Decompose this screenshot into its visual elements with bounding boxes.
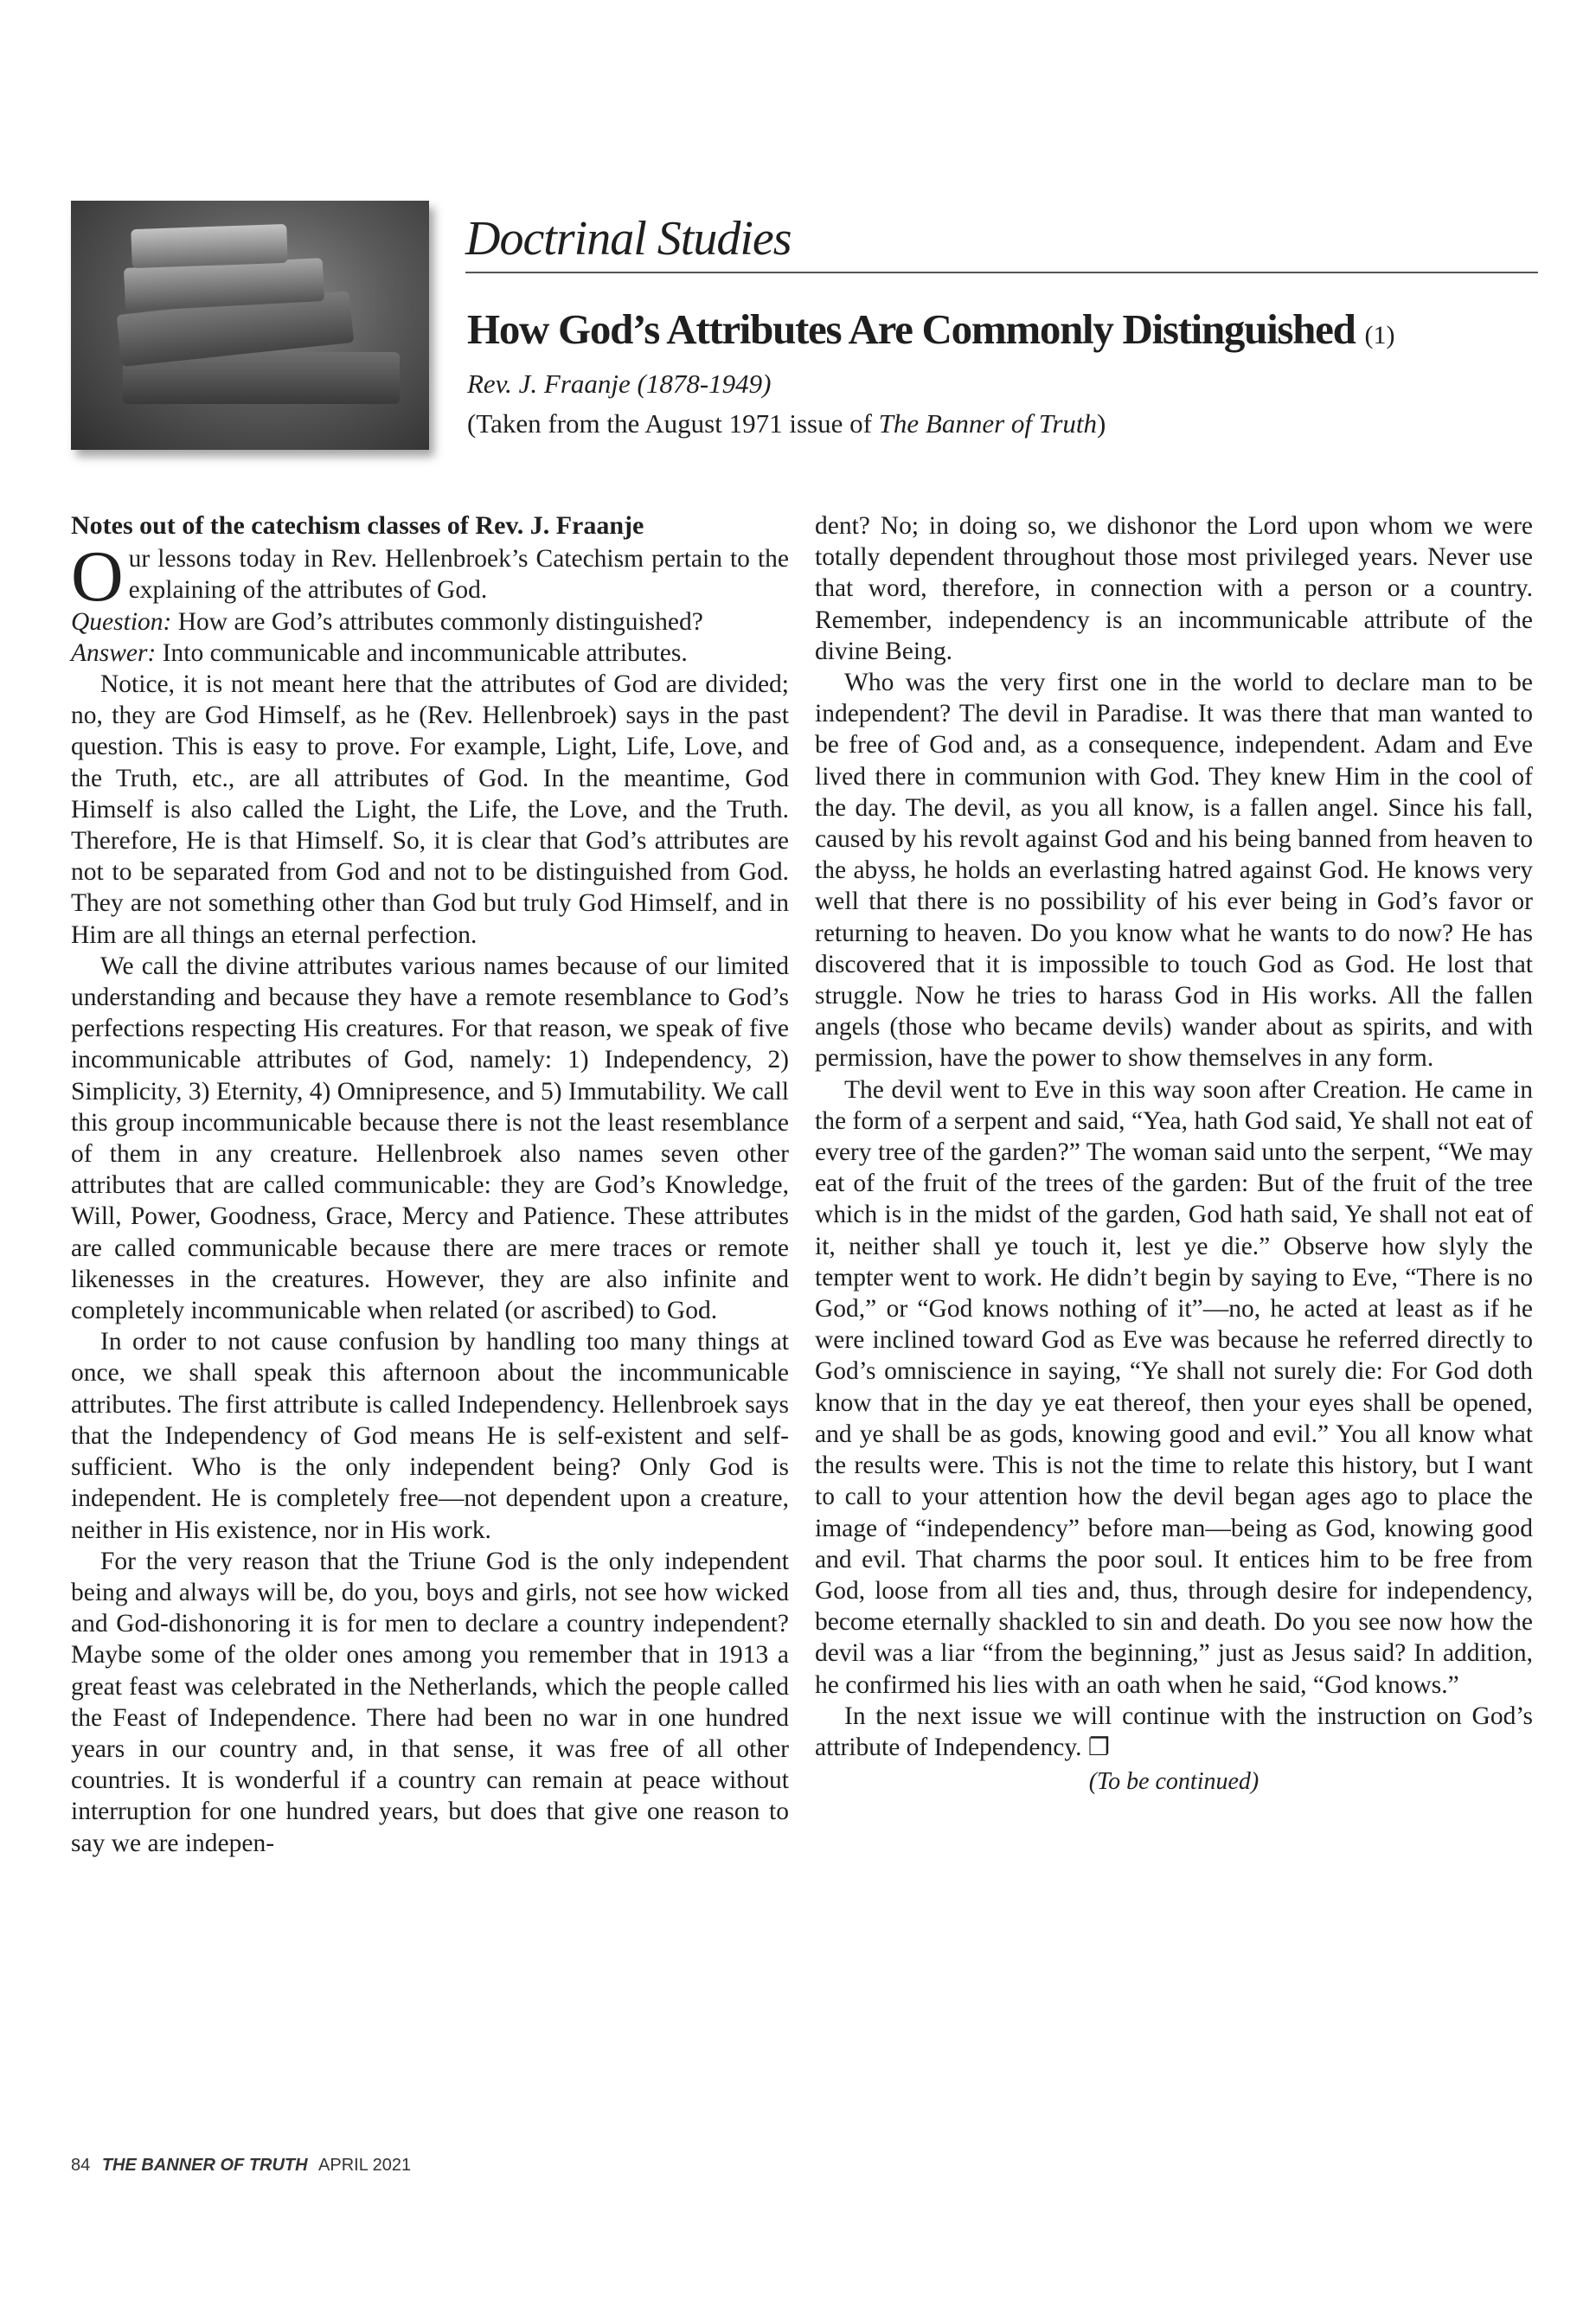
- question-label: Question:: [71, 607, 172, 636]
- answer-label: Answer:: [71, 638, 157, 667]
- continued-paragraph: dent? No; in doing so, we dishonor the Lord upon whom we were totally dependent throughout those most privileged years. Never use that word, therefore, in connection with a person or a country. Remember, independency is an incommunicable attribute of the divine Being.: [815, 512, 1533, 665]
- body-paragraph: We call the divine attributes various names because of our limited understanding and because they have a remote resemblance to God’s perfections respecting His creatures. For that reason, we speak of five incommunicable attributes of God, namely: 1) Independency, 2) Simplicity, 3) Eternity, 4) Omnipresence, and 5) Immutability. We call this group incommunicable because there is not the least resemblance of them in any creature. Hellenbroek also names seven other attributes that are called communicable: they are God’s Knowledge, Will, Power, Goodness, Grace, Mercy and Patience. These attributes are called communicable because there are mere traces or remote likenesses in the creatures. However, they are also infinite and completely incommunicable when related (or ascribed) to God.: [71, 952, 789, 1325]
- article-part-number: (1): [1364, 321, 1395, 349]
- body-paragraph: For the very reason that the Triune God is the only independent being and always will be, do you, boys and girls, not see how wicked and God-dishonoring it is for men to declare a country independent? Maybe some of the older ones among you remember that in 1913 a great feast was celebrated in the Netherlands, which the people called the Feast of Independence. There had been no war in one hundred years in our country and, in that sense, it was free of all other countries. It is wonderful if a country can remain at peace without interruption for one hundred years, but does that give one reason to say we are indepen-: [71, 1547, 789, 1857]
- end-mark-icon: ❐: [1087, 1732, 1111, 1761]
- left-column: [71, 510, 789, 1859]
- page-footer: [71, 2156, 411, 2176]
- section-title: Doctrinal Studies: [465, 211, 1538, 273]
- to-be-continued: (To be continued): [1088, 1768, 1259, 1796]
- intro-text: ur lessons today in Rev. Hellenbroek’s Catechism pertain to the explaining of the attributes of God.: [128, 545, 789, 605]
- answer-line: [71, 638, 789, 669]
- source-suffix: ): [1097, 408, 1106, 439]
- books-photo: [71, 201, 429, 450]
- closing-text: In the next issue we will continue with the instruction on God’s attribute of Independency.: [815, 1702, 1533, 1761]
- source-note: [467, 408, 1106, 439]
- intro-paragraph: [71, 536, 789, 618]
- right-column: [815, 510, 1533, 1798]
- answer-text: Into communicable and incommunicable attributes.: [156, 638, 688, 667]
- notes-heading: Notes out of the catechism classes of Rev. J. Fraanje: [71, 511, 644, 540]
- body-paragraph: Notice, it is not meant here that the attributes of God are divided; no, they are God Himself, as he (Rev. Hellenbroek) says in the past question. This is easy to prove. For example, Light, Life, Love, and the Truth, etc., are all attributes of God. In the meantime, God Himself is also called the Light, the Life, the Love, and the Truth. Therefore, He is that Himself. So, it is clear that God’s attributes are not to be separated from God and not to be distinguished from God. They are not something other than God but truly God Himself, and in Him are all things an eternal perfection.: [71, 670, 789, 949]
- footer-date: APRIL 2021: [318, 2156, 412, 2175]
- article-title: [467, 304, 1548, 354]
- author-byline: Rev. J. Fraanje (1878-1949): [467, 369, 772, 399]
- question-line: [71, 606, 789, 638]
- closing-paragraph: [815, 1701, 1533, 1763]
- source-prefix: (Taken from the August 1971 issue of: [467, 408, 879, 439]
- page-number: 84: [71, 2156, 91, 2175]
- body-paragraph: Who was the very first one in the world to declare man to be independent? The devil in Paradise. It was there that man wanted to be free of God and, as a consequence, independent. Adam and Eve lived there in communion with God. They knew Him in the cool of the day. The devil, as you all know, is a fallen angel. Since his fall, caused by his revolt against God and his being banned from heaven to the abyss, he holds an everlasting hatred against God. He knows very well that there is no possibility of his ever being in God’s favor or returning to heaven. Do you know what he wants to do now? He has discovered that it is impossible to touch God as God. He lost that struggle. Now he tries to harass God in His works. All the fallen angels (those who became devils) wander about as spirits, and with permission, have the power to show themselves in any form.: [815, 669, 1533, 1073]
- source-publication: The Banner of Truth: [878, 408, 1098, 439]
- footer-publication: THE BANNER OF TRUTH: [101, 2156, 308, 2175]
- body-paragraph: In order to not cause confusion by handling too many things at once, we shall speak this afternoon about the incommunicable attributes. The first attribute is called Independency. Hellenbroek says that the Independency of God means He is self-existent and self-sufficient. Who is the only independent being? Only God is independent. He is completely free—not dependent upon a creature, neither in His existence, nor in His work.: [71, 1328, 789, 1544]
- book-spine-top: [131, 224, 287, 268]
- question-text: How are God’s attributes commonly distinguished?: [171, 607, 703, 636]
- article-title-text: How God’s Attributes Are Commonly Distinguished: [467, 305, 1356, 353]
- body-paragraph: The devil went to Eve in this way soon after Creation. He came in the form of a serpent and said, “Yea, hath God said, Ye shall not eat of every tree of the garden?” The woman said unto the serpent, “We may eat of the fruit of the trees of the garden: But of the fruit of the tree which is in the midst of the garden, God hath said, Ye shall not eat of it, neither shall ye touch it, lest ye die.” Observe how slyly the tempter went to work. He didn’t begin by saying to Eve, “There is no God,” or “God knows nothing of it”—no, he acted at least as if he were inclined toward God as Eve was because he referred directly to God’s omniscience in saying, “Ye shall not surely die: For God doth know that in the day ye eat thereof, then your eyes shall be opened, and ye shall be as gods, knowing good and evil.” You all know what the results were. This is not the time to relate this history, but I want to call to your attention how the devil began ages ago to place the image of “independency” before man—being as God, knowing good and evil. That charms the poor soul. It entices him to be free from God, loose from all ties and, thus, through desire for independency, become eternally shackled to sin and death. Do you see now how the devil was a liar “from the beginning,” just as Jesus said? In addition, he confirmed his lies with an oath when he said, “God knows.”: [815, 1075, 1533, 1699]
- drop-cap: O: [71, 536, 124, 618]
